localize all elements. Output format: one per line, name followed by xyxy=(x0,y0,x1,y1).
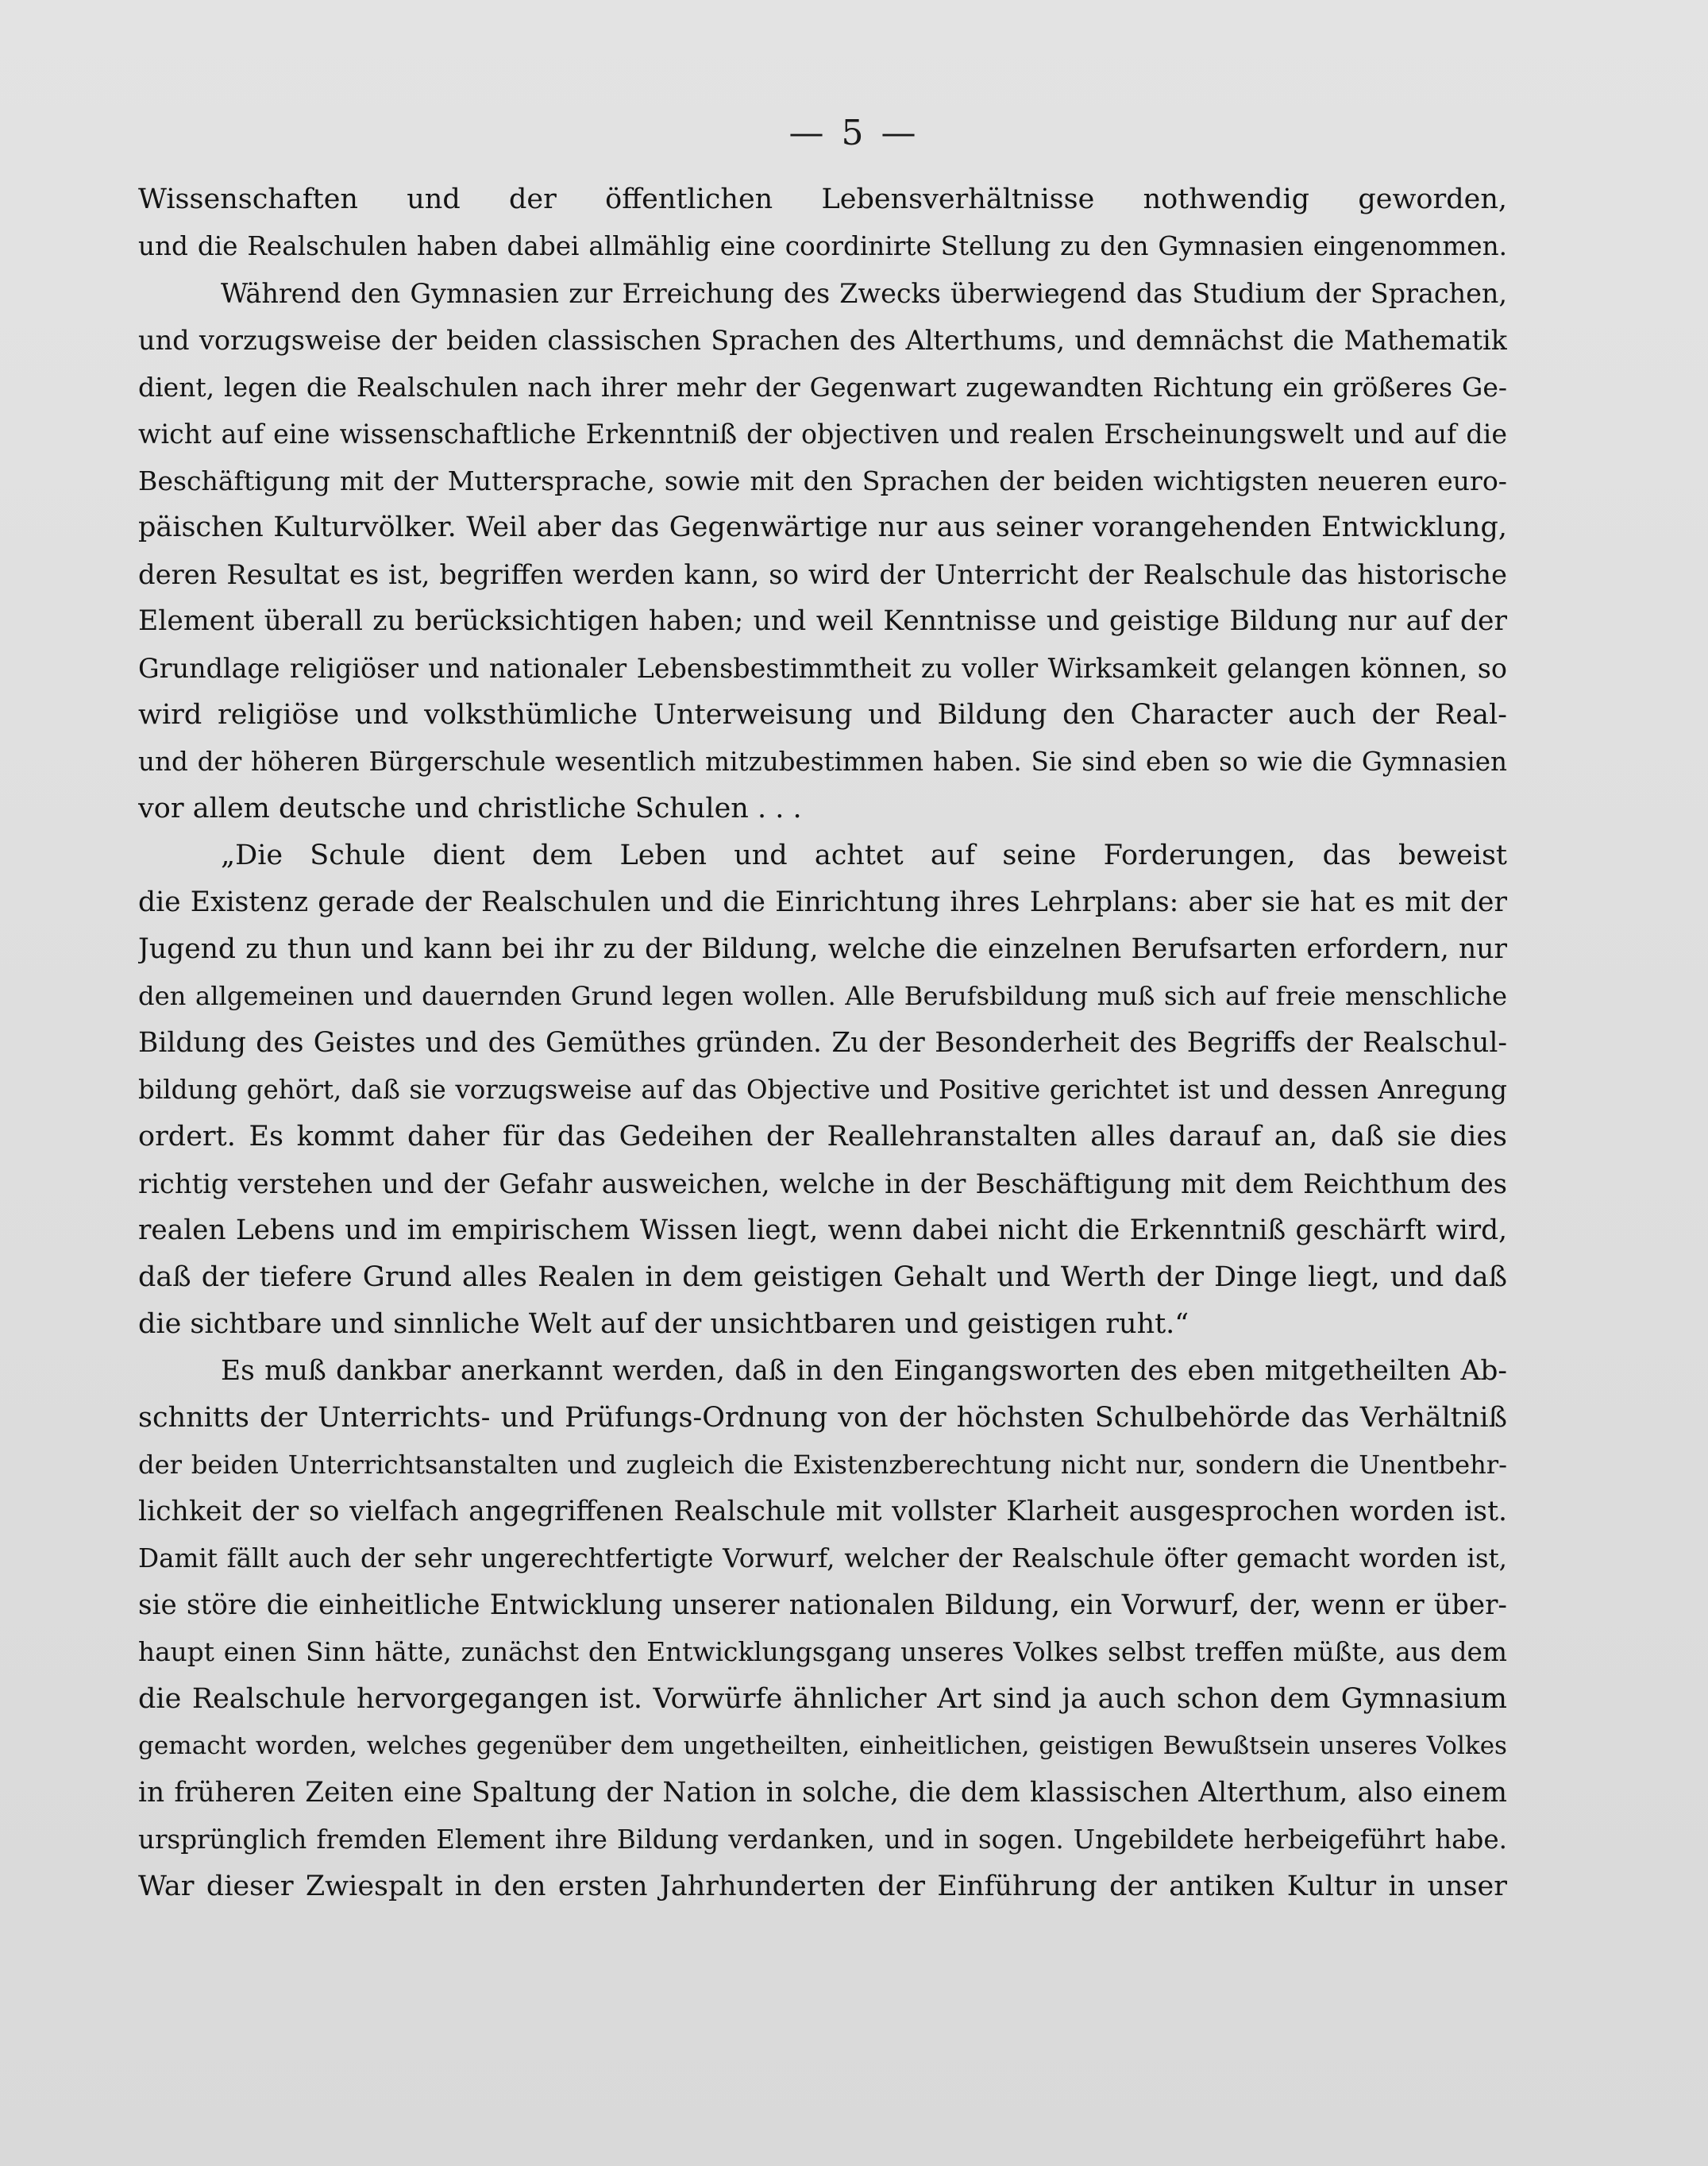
text-line: richtig verstehen und der Gefahr ausweichen, welche in der Beschäftigung mit dem Reichthum des xyxy=(138,1168,1507,1199)
text-line: Element überall zu berücksichtigen haben; und weil Kenntnisse und geistige Bildung nur auf der xyxy=(138,605,1507,637)
text-line: deren Resultat es ist, begriffen werden kann, so wird der Unterricht der Realschule das historische xyxy=(138,559,1507,590)
text-line: Wissenschaften und der öffentlichen Lebensverhältnisse nothwendig geworden, xyxy=(138,183,1507,215)
text-line: Bildung des Geistes und des Gemüthes gründen. Zu der Besonderheit des Begriffs der Realschul- xyxy=(138,1027,1507,1059)
text-line: und die Realschulen haben dabei allmählig eine coordinirte Stellung zu den Gymnasien eingenommen. xyxy=(138,231,1507,261)
text-line: schnitts der Unterrichts- und Prüfungs-Ordnung von der höchsten Schulbehörde das Verhältniß xyxy=(138,1402,1507,1434)
page-number: — 5 — xyxy=(788,113,920,153)
text-line: sie störe die einheitliche Entwicklung unserer nationalen Bildung, ein Vorwurf, der, wenn er über- xyxy=(138,1589,1507,1621)
text-line: daß der tiefere Grund alles Realen in dem geistigen Gehalt und Werth der Dinge liegt, und daß xyxy=(138,1261,1507,1293)
text-line: realen Lebens und im empirischem Wissen liegt, wenn dabei nicht die Erkenntniß geschärft wird, xyxy=(138,1214,1507,1246)
text-line: Grundlage religiöser und nationaler Lebensbestimmtheit zu voller Wirksamkeit gelangen können, so xyxy=(138,653,1507,684)
text-line: lichkeit der so vielfach angegriffenen Realschule mit vollster Klarheit ausgesprochen worden ist. xyxy=(138,1496,1507,1527)
text-line: haupt einen Sinn hätte, zunächst den Entwicklungsgang unseres Volkes selbst treffen müßte, aus dem xyxy=(138,1637,1507,1667)
text-line: wicht auf eine wissenschaftliche Erkenntniß der objectiven und realen Erscheinungswelt und auf die xyxy=(138,419,1507,450)
body-text xyxy=(138,176,1507,1910)
text-line: Damit fällt auch der sehr ungerechtfertigte Vorwurf, welcher der Realschule öfter gemacht worden ist, xyxy=(138,1543,1507,1573)
text-line: der beiden Unterrichtsanstalten und zugleich die Existenzberechtung nicht nur, sondern die Unentbehr- xyxy=(138,1450,1507,1480)
text-line: und der höheren Bürgerschule wesentlich mitzubestimmen haben. Sie sind eben so wie die Gymnasien xyxy=(138,747,1507,777)
text-line: gemacht worden, welches gegenüber dem ungetheilten, einheitlichen, geistigen Bewußtsein unseres Volkes xyxy=(138,1732,1507,1760)
text-line: „Die Schule dient dem Leben und achtet auf seine Forderungen, das beweist xyxy=(221,840,1507,871)
text-line: den allgemeinen und dauernden Grund legen wollen. Alle Berufsbildung muß sich auf freie menschliche xyxy=(138,981,1507,1011)
text-line: dient, legen die Realschulen nach ihrer mehr der Gegenwart zugewandten Richtung ein größeres Ge- xyxy=(138,372,1507,403)
text-line: vor allem deutsche und christliche Schulen . . . xyxy=(138,793,802,824)
text-line: Während den Gymnasien zur Erreichung des Zwecks überwiegend das Studium der Sprachen, xyxy=(221,278,1507,309)
text-line: War dieser Zwiespalt in den ersten Jahrhunderten der Einführung der antiken Kultur in unser xyxy=(138,1871,1507,1902)
text-line: die Existenz gerade der Realschulen und die Einrichtung ihres Lehrplans: aber sie hat es mit der xyxy=(138,886,1507,918)
text-line: die Realschule hervorgegangen ist. Vorwürfe ähnlicher Art sind ja auch schon dem Gymnasium xyxy=(138,1683,1507,1715)
text-line: Jugend zu thun und kann bei ihr zu der Bildung, welche die einzelnen Berufsarten erfordern, nur xyxy=(138,933,1507,965)
text-line: wird religiöse und volksthümliche Unterweisung und Bildung den Character auch der Real- xyxy=(138,699,1507,731)
text-line: ursprünglich fremden Element ihre Bildung verdanken, und in sogen. Ungebildete herbeigeführt habe. xyxy=(138,1824,1507,1855)
text-line: Beschäftigung mit der Muttersprache, sowie mit den Sprachen der beiden wichtigsten neueren euro- xyxy=(138,465,1507,496)
text-line: Es muß dankbar anerkannt werden, daß in den Eingangsworten des eben mitgetheilten Ab- xyxy=(221,1355,1507,1387)
text-line: päischen Kulturvölker. Weil aber das Gegenwärtige nur aus seiner vorangehenden Entwicklung, xyxy=(138,512,1507,543)
text-line: und vorzugsweise der beiden classischen Sprachen des Alterthums, und demnächst die Mathematik xyxy=(138,325,1507,356)
text-line: in früheren Zeiten eine Spaltung der Nation in solche, die dem klassischen Alterthum, also einem xyxy=(138,1777,1507,1809)
text-line: ordert. Es kommt daher für das Gedeihen der Reallehranstalten alles darauf an, daß sie dies xyxy=(138,1121,1507,1152)
text-line: die sichtbare und sinnliche Welt auf der unsichtbaren und geistigen ruht.“ xyxy=(138,1308,1189,1340)
text-line: bildung gehört, daß sie vorzugsweise auf das Objective und Positive gerichtet ist und dessen Anregung xyxy=(138,1075,1507,1105)
